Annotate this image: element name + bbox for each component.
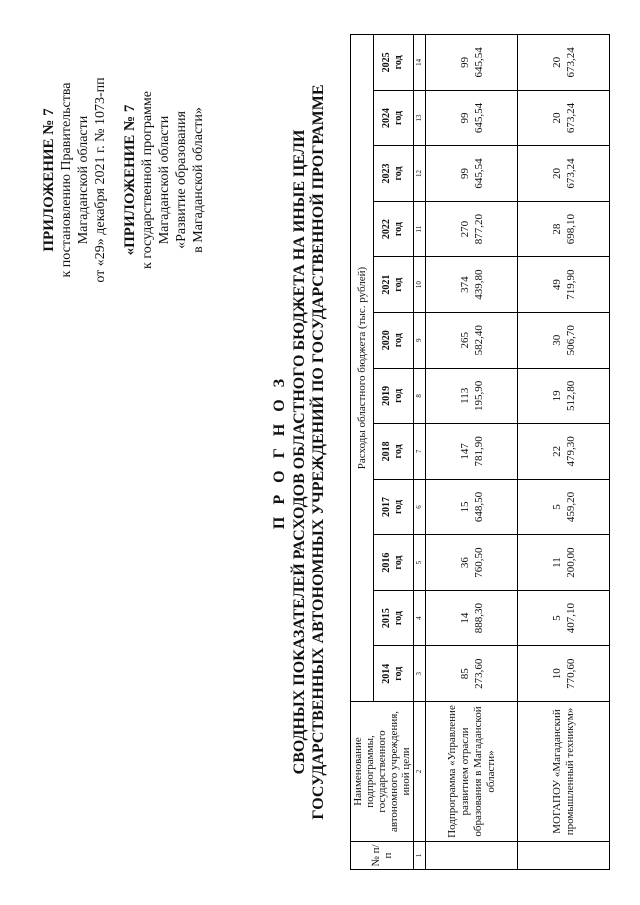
column-number: 7 (414, 424, 426, 480)
table-body (426, 35, 610, 870)
year-label: 2018 (381, 441, 393, 462)
value-thousands: 11 (550, 557, 563, 568)
year-label: 2016 (381, 552, 393, 573)
value-remainder: 512,80 (564, 380, 577, 411)
value-cell (518, 646, 610, 702)
value-remainder: 479,30 (564, 436, 577, 467)
value-cell (426, 535, 518, 591)
header-name: Наименование подпрограммы, государственного автономного учреждения, иной цели (351, 702, 414, 842)
heading-line-1: СВОДНЫХ ПОКАЗАТЕЛЕЙ РАСХОДОВ ОБЛАСТНОГО БЮДЖЕТА НА ИНЫЕ ЦЕЛИ (291, 129, 308, 775)
year-unit: год (393, 555, 405, 570)
value-cell (426, 479, 518, 535)
heading-line-2: ГОСУДАРСТВЕННЫХ АВТОНОМНЫХ УЧРЕЖДЕНИЙ ПО ГОСУДАРСТВЕННОЙ ПРОГРАММЕ (310, 84, 327, 820)
value-thousands: 49 (550, 279, 563, 291)
header-budget: Расходы областного бюджета (тыс. рублей) (351, 35, 374, 702)
value-remainder: 273,60 (472, 658, 485, 689)
value-thousands: 28 (550, 223, 563, 235)
appendix-line: к постановлению Правительства (59, 82, 74, 278)
value-remainder: 770,60 (564, 658, 577, 689)
year-header-2018 (373, 424, 414, 480)
table-row (518, 35, 610, 870)
value-thousands: 5 (550, 615, 563, 621)
year-label: 2023 (381, 163, 393, 184)
value-thousands: 36 (458, 557, 471, 569)
year-header-2020 (373, 312, 414, 368)
value-cell (426, 646, 518, 702)
value-thousands: 15 (458, 501, 471, 513)
header-number: № п/п (351, 842, 414, 870)
appendix-title-2: «ПРИЛОЖЕНИЕ № 7 (122, 104, 138, 256)
year-unit: год (393, 55, 405, 70)
column-number: 5 (414, 535, 426, 591)
value-remainder: 673,24 (564, 158, 577, 189)
table-row (426, 35, 518, 870)
document-heading (270, 22, 328, 882)
column-number: 1 (414, 842, 426, 870)
row-name: Подпрограмма «Управление развитием отрасли образования в Магаданской области» (426, 702, 518, 842)
appendix-title: ПРИЛОЖЕНИЕ № 7 (41, 108, 57, 252)
value-remainder: 888,30 (472, 603, 485, 634)
row-name: МОГАПОУ «Магаданский промышленный техникум» (518, 702, 610, 842)
year-header-2022 (373, 201, 414, 257)
year-header-2014 (373, 646, 414, 702)
year-unit: год (393, 611, 405, 626)
year-unit: год (393, 444, 405, 459)
value-thousands: 85 (458, 668, 471, 680)
column-number: 4 (414, 590, 426, 646)
value-cell (426, 312, 518, 368)
value-cell (518, 424, 610, 480)
value-remainder: 760,50 (472, 547, 485, 578)
appendix-line: в Магаданской области» (191, 107, 206, 253)
column-number: 2 (414, 702, 426, 842)
year-label: 2017 (381, 496, 393, 517)
value-remainder: 645,54 (472, 47, 485, 78)
column-number: 9 (414, 312, 426, 368)
value-thousands: 99 (458, 168, 471, 180)
value-thousands: 19 (550, 390, 563, 402)
value-thousands: 20 (550, 56, 563, 68)
value-thousands: 99 (458, 112, 471, 124)
year-label: 2015 (381, 608, 393, 629)
appendix-line: Магаданской области (157, 115, 172, 245)
year-header-2015 (373, 590, 414, 646)
value-cell (518, 146, 610, 202)
value-thousands: 30 (550, 334, 563, 346)
year-unit: год (393, 666, 405, 681)
value-remainder: 781,90 (472, 436, 485, 467)
row-number (518, 842, 610, 870)
value-remainder: 877,20 (472, 213, 485, 245)
value-thousands: 147 (458, 443, 471, 460)
value-thousands: 113 (458, 387, 471, 404)
year-header-2017 (373, 479, 414, 535)
year-header-2021 (373, 257, 414, 313)
value-remainder: 673,24 (564, 102, 577, 134)
value-remainder: 673,24 (564, 47, 577, 78)
value-remainder: 195,90 (472, 380, 485, 411)
value-remainder: 645,54 (472, 158, 485, 189)
column-number: 8 (414, 368, 426, 424)
year-header-2016 (373, 535, 414, 591)
year-unit: год (393, 333, 405, 348)
year-header-2024 (373, 90, 414, 146)
value-remainder: 648,50 (472, 491, 485, 523)
appendix-line: Магаданской области (76, 115, 91, 245)
column-number: 11 (414, 201, 426, 257)
value-cell (518, 35, 610, 91)
value-cell (518, 368, 610, 424)
value-remainder: 645,54 (472, 102, 485, 134)
appendix-date-line: от «29» декабря 2021 г. № 1073-пп (93, 77, 108, 283)
year-label: 2020 (381, 330, 393, 351)
column-number: 10 (414, 257, 426, 313)
value-cell (518, 90, 610, 146)
value-cell (518, 590, 610, 646)
value-cell (426, 368, 518, 424)
column-number-row (414, 35, 426, 870)
year-label: 2019 (381, 385, 393, 406)
year-label: 2014 (381, 663, 393, 684)
value-cell (518, 257, 610, 313)
column-number: 14 (414, 35, 426, 91)
value-cell (518, 312, 610, 368)
value-remainder: 719,90 (564, 269, 577, 300)
value-cell (426, 201, 518, 257)
value-remainder: 459,20 (564, 491, 577, 523)
value-remainder: 439,80 (472, 269, 485, 300)
year-header-2023 (373, 146, 414, 202)
value-cell (518, 535, 610, 591)
row-number (426, 842, 518, 870)
value-cell (426, 146, 518, 202)
value-thousands: 5 (550, 504, 563, 510)
column-number: 3 (414, 646, 426, 702)
column-number: 13 (414, 90, 426, 146)
appendix-line: к государственной программе (140, 91, 155, 269)
value-cell (518, 479, 610, 535)
value-thousands: 265 (458, 332, 471, 349)
value-remainder: 582,40 (472, 325, 485, 356)
appendix-block (40, 40, 207, 320)
year-unit: год (393, 222, 405, 237)
year-label: 2021 (381, 274, 393, 295)
value-thousands: 374 (458, 276, 471, 293)
year-unit: год (393, 166, 405, 181)
value-thousands: 99 (458, 56, 471, 68)
year-unit: год (393, 110, 405, 125)
forecast-title: П Р О Г Н О З (271, 374, 288, 530)
forecast-table (350, 34, 610, 870)
year-label: 2025 (381, 52, 393, 73)
value-remainder: 698,10 (564, 213, 577, 245)
value-remainder: 407,10 (564, 603, 577, 634)
year-label: 2024 (381, 107, 393, 128)
value-cell (426, 590, 518, 646)
year-header-2025 (373, 35, 414, 91)
value-thousands: 22 (550, 445, 563, 457)
value-thousands: 14 (458, 612, 471, 624)
year-header-2019 (373, 368, 414, 424)
value-thousands: 20 (550, 112, 563, 124)
value-thousands: 10 (550, 668, 563, 680)
value-remainder: 200,00 (564, 547, 577, 578)
value-cell (426, 257, 518, 313)
value-thousands: 20 (550, 168, 563, 180)
year-unit: год (393, 277, 405, 292)
document-page (30, 22, 610, 882)
column-number: 12 (414, 146, 426, 202)
value-thousands: 270 (458, 220, 471, 238)
year-unit: год (393, 388, 405, 403)
value-cell (426, 90, 518, 146)
column-number: 6 (414, 479, 426, 535)
year-label: 2022 (381, 219, 393, 240)
value-remainder: 506,70 (564, 325, 577, 356)
year-unit: год (393, 499, 405, 515)
appendix-line: «Развитие образования (174, 111, 189, 249)
value-cell (426, 35, 518, 91)
value-cell (426, 424, 518, 480)
value-cell (518, 201, 610, 257)
